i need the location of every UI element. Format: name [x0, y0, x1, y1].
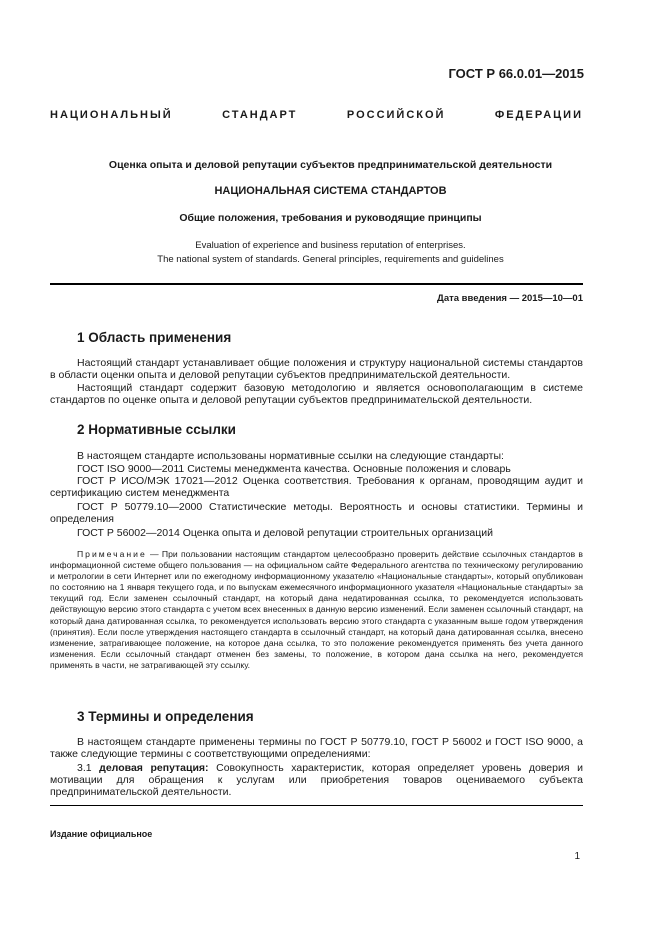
section-1-paragraph: Настоящий стандарт устанавливает общие положения и структуру национальной системы стандартов в области оценки опыта и деловой репутации субъектов предпринимательской деятельности.: [50, 357, 583, 381]
term-definition: [50, 762, 583, 798]
term-name: деловая репутация:: [99, 762, 209, 774]
section-3-paragraph: В настоящем стандарте применены термины по ГОСТ Р 50779.10, ГОСТ Р 56002 и ГОСТ ISO 9000, а также следующие термины с соответствующими определениями:: [50, 736, 583, 760]
note-label: Примечание: [77, 549, 147, 559]
english-title-line2: The national system of standards. General principles, requirements and guidelines: [157, 254, 504, 265]
term-definition-text: Совокупность характеристик, которая определяет уровень доверия и мотивации для обращения к услугам или приобретения товаров оцениваемого субъекта предпринимательской деятельности.: [50, 762, 583, 798]
banner-word: ФЕДЕРАЦИИ: [494, 109, 583, 121]
banner-word: НАЦИОНАЛЬНЫЙ: [50, 109, 173, 121]
english-title-line1: Evaluation of experience and business reputation of enterprises.: [195, 240, 466, 251]
normative-reference: ГОСТ Р ИСО/МЭК 17021—2012 Оценка соответствия. Требования к органам, проводящим аудит и сертификацию систем менеджмента: [50, 475, 583, 499]
banner-word: СТАНДАРТ: [222, 109, 298, 121]
introduction-date: Дата введения — 2015—10—01: [437, 293, 583, 304]
note-text: — При пользовании настоящим стандартом целесообразно проверить действие ссылочных стандартов в информационной системе общего пользования — на официальном сайте Федерального агентства по техническому регулированию и метрологии в сети Интернет или по ежегодному информационному указателю «Национальные стандарты», который опубликован по состоянию на 1 января текущего года, и по выпускам ежемесячного информационного указателя «Национальные стандарты» за текущий год. Если заменен ссылочный стандарт, на который дана недатированная ссылка, то рекомендуется использовать действующую версию этого стандарта с учетом всех внесенных в данную версию изменений. Если заменен ссылочный стандарт, на который дана датированная ссылка, то рекомендуется использовать версию этого стандарта с указанным выше годом утверждения (принятия). Если после утверждения настоящего стандарта в ссылочный стандарт, на который дана датированная ссылка, внесено изменение, затрагивающее положение, на которое дана ссылка, то это положение рекомендуется применять без учета данного изменения. Если ссылочный стандарт отменен без замены, то положение, в котором дана ссылка на него, рекомендуется применять в части, не затрагивающей эту ссылку.: [50, 549, 583, 670]
section-1-heading: 1 Область применения: [77, 330, 232, 345]
section-1-paragraph: Настоящий стандарт содержит базовую методологию и является основополагающим в системе стандартов по оценке опыта и деловой репутации субъектов предпринимательской деятельности.: [50, 382, 583, 406]
title-divider: [50, 283, 583, 285]
document-title: Оценка опыта и деловой репутации субъектов предпринимательской деятельности: [108, 159, 553, 171]
page-number: 1: [574, 851, 580, 862]
official-edition-label: Издание официальное: [50, 829, 153, 839]
document-subtitle: Общие положения, требования и руководящие принципы: [179, 212, 482, 224]
normative-reference: ГОСТ Р 56002—2014 Оценка опыта и деловой репутации строительных организаций: [77, 527, 493, 539]
footer-divider: [50, 805, 583, 806]
banner-word: РОССИЙСКОЙ: [346, 109, 446, 121]
standards-system-title: НАЦИОНАЛЬНАЯ СИСТЕМА СТАНДАРТОВ: [214, 185, 447, 197]
national-standard-banner: [50, 109, 583, 121]
normative-reference: ГОСТ Р 50779.10—2000 Статистические методы. Вероятность и основы статистики. Термины и определения: [50, 501, 583, 525]
note-block: [50, 549, 583, 671]
section-2-heading: 2 Нормативные ссылки: [77, 422, 236, 437]
normative-reference: ГОСТ ISO 9000—2011 Системы менеджмента качества. Основные положения и словарь: [77, 463, 511, 475]
document-code: ГОСТ Р 66.0.01—2015: [448, 66, 584, 81]
section-3-heading: 3 Термины и определения: [77, 709, 254, 724]
section-2-paragraph: В настоящем стандарте использованы нормативные ссылки на следующие стандарты:: [77, 450, 504, 462]
term-number: 3.1: [77, 762, 100, 774]
